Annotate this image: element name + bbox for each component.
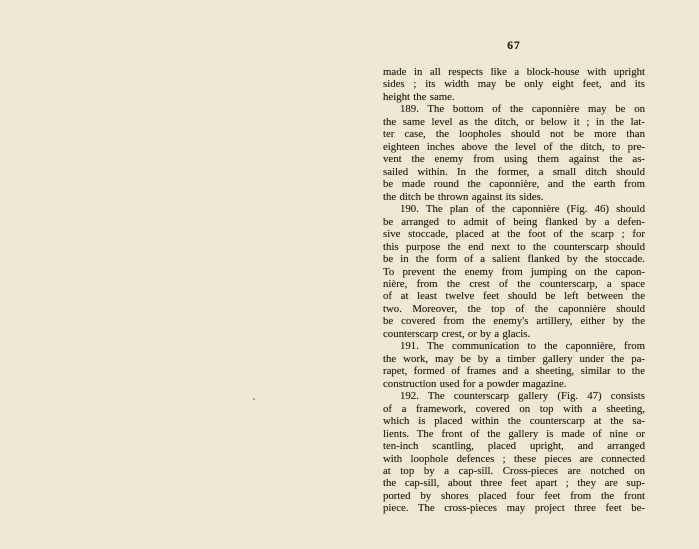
text-line: two. Moreover, the top of the caponnière should — [383, 302, 645, 315]
text-line: 192. The counterscarp gallery (Fig. 47) consists — [400, 390, 645, 403]
text-line: the same level as the ditch, or below it ; in the lat- — [383, 115, 645, 128]
text-line: sailed within. In the former, a small ditch should — [383, 165, 645, 178]
text-line: be covered from the enemy's artillery, either by the — [383, 315, 645, 328]
text-line: with loophole defences ; these pieces are connected — [383, 452, 645, 465]
text-line: 190. The plan of the caponnière (Fig. 46) should — [400, 203, 645, 216]
text-line: nière, from the crest of the counterscarp, a space — [383, 277, 645, 290]
text-line: be in the form of a salient flanked by the stoccade. — [383, 253, 645, 266]
scan-speck — [253, 398, 255, 400]
text-line: rapet, formed of frames and a sheeting, similar to the — [383, 365, 645, 378]
text-line: the ditch be thrown against its sides. — [383, 190, 544, 203]
text-line: be arranged to admit of being flanked by a defen- — [383, 215, 645, 228]
text-line: vent the enemy from using them against the as- — [383, 153, 645, 166]
text-line: sive stoccade, placed at the foot of the scarp ; for — [383, 228, 645, 241]
text-line: this purpose the end next to the counterscarp should — [383, 240, 645, 253]
text-line: lients. The front of the gallery is made of nine or — [383, 427, 645, 440]
text-line: which is placed within the counterscarp at the sa- — [383, 415, 645, 428]
text-line: 189. The bottom of the caponnière may be on — [400, 103, 645, 116]
text-line: of a framework, covered on top with a sheeting, — [383, 402, 645, 415]
text-line: at top by a cap-sill. Cross-pieces are notched on — [383, 465, 645, 477]
text-line: ported by shores placed four feet from the front — [383, 489, 645, 502]
text-line: made in all respects like a block-house with upright — [383, 66, 645, 78]
text-line: 191. The communication to the caponnière, from — [400, 340, 645, 353]
page-number: 67 — [507, 40, 521, 52]
text-line: ten-inch scantling, placed upright, and arranged — [383, 440, 645, 453]
text-line: be made round the caponnière, and the earth from — [383, 178, 645, 191]
text-line: of at least twelve feet should be left between the — [383, 290, 645, 303]
text-line: height the same. — [383, 90, 455, 103]
text-line: eighteen inches above the level of the ditch, to pre- — [383, 140, 645, 153]
text-line: construction used for a powder magazine. — [383, 377, 567, 390]
text-line: ter case, the loopholes should not be more than — [383, 128, 645, 141]
text-line: the work, may be by a timber gallery under the pa- — [383, 352, 645, 365]
text-line: To prevent the enemy from jumping on the capon- — [383, 265, 645, 278]
text-line: piece. The cross-pieces may project three feet be- — [383, 502, 645, 515]
text-line: counterscarp crest, or by a glacis. — [383, 327, 531, 340]
text-block — [383, 66, 645, 515]
text-line: the cap-sill, about three feet apart ; they are sup- — [383, 477, 645, 490]
text-line: sides ; its width may be only eight feet, and its — [383, 78, 645, 91]
